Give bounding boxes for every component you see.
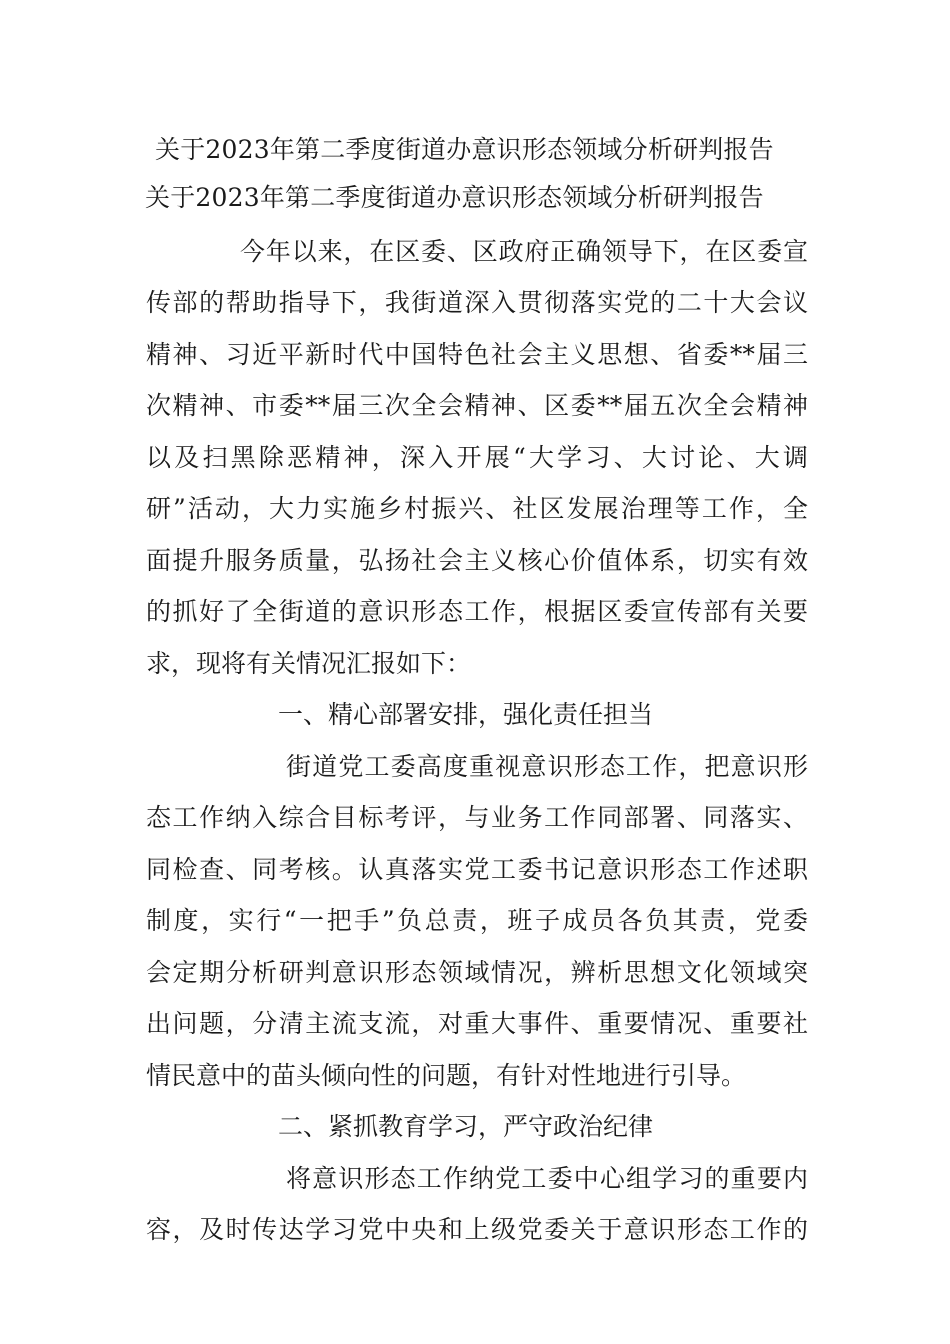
section-line: 将意识形态工作纳党工委中心组学习的重要内 — [286, 1164, 808, 1193]
intro-line: 求，现将有关情况汇报如下： — [146, 649, 472, 678]
section-line: 态工作纳入综合目标考评，与业务工作同部署、同落实、 — [146, 803, 808, 832]
intro-line: 传部的帮助指导下，我街道深入贯彻落实党的二十大会议 — [146, 288, 808, 317]
section-line: 制度，实行“一把手”负总责，班子成员各负其责，党委 — [146, 906, 808, 935]
intro-line: 研”活动，大力实施乡村振兴、社区发展治理等工作，全 — [146, 494, 808, 523]
section-line: 出问题，分清主流支流，对重大事件、重要情况、重要社 — [146, 1009, 808, 1038]
section-heading: 一、精心部署安排，强化责任担当 — [278, 700, 654, 729]
section-line: 容，及时传达学习党中央和上级党委关于意识形态工作的 — [146, 1215, 808, 1244]
intro-line: 精神、习近平新时代中国特色社会主义思想、省委**届三 — [146, 340, 808, 369]
section-heading: 二、紧抓教育学习，严守政治纪律 — [278, 1112, 654, 1141]
document-title-repeat: 关于2023年第二季度街道办意识形态领域分析研判报告 — [145, 183, 764, 212]
section-line: 同检查、同考核。认真落实党工委书记意识形态工作述职 — [146, 855, 808, 884]
intro-line: 今年以来，在区委、区政府正确领导下，在区委宣 — [240, 237, 808, 266]
intro-line: 次精神、市委**届三次全会精神、区委**届五次全会精神 — [146, 391, 808, 420]
intro-line: 的抓好了全街道的意识形态工作，根据区委宣传部有关要 — [146, 597, 808, 626]
intro-line: 面提升服务质量，弘扬社会主义核心价值体系，切实有效 — [146, 546, 808, 575]
document-title: 关于2023年第二季度街道办意识形态领域分析研判报告 — [155, 135, 774, 164]
section-line: 街道党工委高度重视意识形态工作，把意识形 — [286, 752, 808, 781]
intro-line: 以及扫黑除恶精神，深入开展“大学习、大讨论、大调 — [146, 443, 808, 472]
section-line: 会定期分析研判意识形态领域情况，辨析思想文化领域突 — [146, 958, 808, 987]
section-line: 情民意中的苗头倾向性的问题，有针对性地进行引导。 — [146, 1061, 747, 1090]
